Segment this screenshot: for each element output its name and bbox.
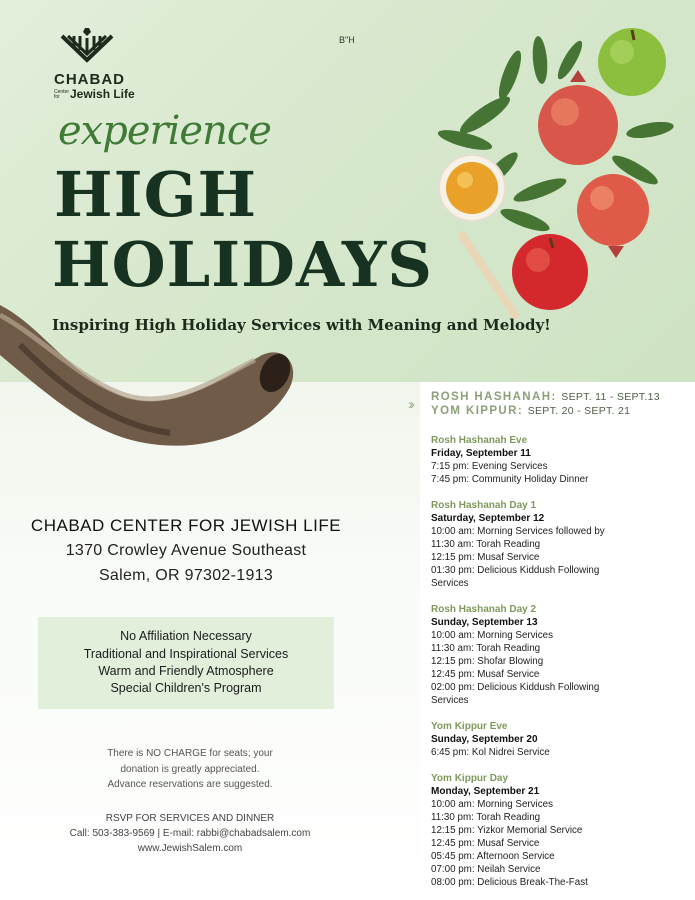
feature-item: Traditional and Inspirational Services <box>83 647 289 661</box>
schedule-section-date: Sunday, September 13 <box>431 617 538 628</box>
logo-subtitle: Jewish Life <box>70 87 135 101</box>
address-line-2: Salem, OR 97302-1913 <box>98 567 274 584</box>
rsvp-contact: Call: 503-383-9569 | E-mail: rabbi@chabadsalem.com <box>69 828 311 839</box>
schedule-section-title: Rosh Hashanah Day 2 <box>431 604 537 615</box>
schedule-line: 10:00 am: Morning Services <box>431 799 553 810</box>
note-line: donation is greatly appreciated. <box>120 764 260 775</box>
title-line-2: HOLIDAYS <box>52 228 433 301</box>
schedule-line: 12:15 pm: Yizkor Memorial Service <box>431 825 583 836</box>
schedule-line: 12:15 pm: Shofar Blowing <box>431 656 544 667</box>
schedule-line: 12:45 pm: Musaf Service <box>431 669 540 680</box>
feature-item: Special Children's Program <box>110 681 262 695</box>
schedule-line: 10:00 am: Morning Services followed by <box>431 526 605 537</box>
schedule-line: 7:45 pm: Community Holiday Dinner <box>431 474 589 485</box>
rsvp-title: RSVP FOR SERVICES AND DINNER <box>105 813 275 824</box>
schedule-line: 6:45 pm: Kol Nidrei Service <box>431 747 550 758</box>
address-line-1: 1370 Crowley Avenue Southeast <box>65 542 307 559</box>
schedule-line: 12:15 pm: Musaf Service <box>431 552 540 563</box>
note-line: There is NO CHARGE for seats; your <box>107 748 273 759</box>
schedule-line: Services <box>431 695 469 706</box>
note-line: Advance reservations are suggested. <box>107 779 273 790</box>
schedule-line: 11:30 am: Torah Reading <box>431 539 541 550</box>
schedule-section-title: Yom Kippur Day <box>431 773 509 784</box>
rsvp-website[interactable]: www.JewishSalem.com <box>137 843 243 854</box>
schedule-line: 02:00 pm: Delicious Kiddush Following <box>431 682 600 693</box>
feature-item: No Affiliation Necessary <box>120 629 252 643</box>
chabad-logo <box>50 26 140 101</box>
logo-subtitle-small: Center for <box>54 89 70 100</box>
rosh-hashanah-dates: SEPT. 11 - SEPT.13 <box>561 391 660 403</box>
schedule-section-date: Friday, September 11 <box>431 448 531 459</box>
experience-script: experience <box>58 108 271 154</box>
feature-item: Warm and Friendly Atmosphere <box>98 664 274 678</box>
schedule-line: 05:45 pm: Afternoon Service <box>431 851 555 862</box>
rosh-hashanah-label: ROSH HASHANAH: <box>431 391 557 403</box>
yom-kippur-label: YOM KIPPUR: <box>431 405 524 417</box>
schedule-section-title: Rosh Hashanah Eve <box>431 435 528 446</box>
double-chevron-icon: ›› <box>408 396 412 413</box>
bh-mark: B"H <box>339 35 355 45</box>
schedule-section-title: Rosh Hashanah Day 1 <box>431 500 537 511</box>
schedule-line: Services <box>431 578 469 589</box>
schedule-line: 10:00 am: Morning Services <box>431 630 553 641</box>
schedule-line: 11:30 pm: Torah Reading <box>431 812 541 823</box>
schedule-line: 07:00 pm: Neilah Service <box>431 864 541 875</box>
shofar-illustration <box>0 285 300 455</box>
tagline: Inspiring High Holiday Services with Meaning and Melody! <box>52 316 551 334</box>
yom-kippur-header <box>431 405 630 417</box>
features-box <box>38 617 334 709</box>
schedule-section-date: Saturday, September 12 <box>431 513 545 524</box>
schedule-line: 12:45 pm: Musaf Service <box>431 838 540 849</box>
schedule-line: 08:00 pm: Delicious Break-The-Fast <box>431 877 588 888</box>
schedule-line: 7:15 pm: Evening Services <box>431 461 548 472</box>
yom-kippur-dates: SEPT. 20 - SEPT. 21 <box>527 405 631 417</box>
center-name: CHABAD CENTER FOR JEWISH LIFE <box>30 516 342 535</box>
rosh-hashanah-header <box>431 391 660 403</box>
chabad-chevron-icon <box>58 26 116 70</box>
schedule-line: 11:30 am: Torah Reading <box>431 643 541 654</box>
schedule-line: 01:30 pm: Delicious Kiddush Following <box>431 565 600 576</box>
schedule-section-date: Monday, September 21 <box>431 786 540 797</box>
title-line-1: HIGH <box>54 158 258 231</box>
schedule-section-title: Yom Kippur Eve <box>431 721 508 732</box>
pomegranate-apple-honey-illustration <box>420 20 695 350</box>
logo-name: CHABAD <box>54 71 125 88</box>
schedule-section-date: Sunday, September 20 <box>431 734 538 745</box>
